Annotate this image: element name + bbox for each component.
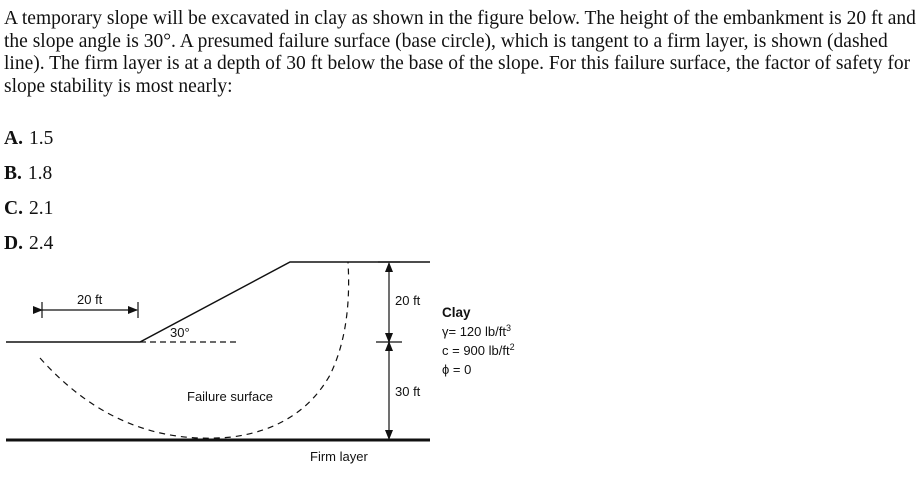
slope-stability-figure bbox=[0, 245, 923, 485]
cohesion-value: c = 900 lb/ft bbox=[442, 343, 510, 358]
failure-surface-label: Failure surface bbox=[187, 389, 273, 404]
firm-layer-label: Firm layer bbox=[310, 449, 368, 464]
clay-cohesion bbox=[442, 342, 515, 358]
gamma-value: = 120 lb/ft bbox=[448, 324, 506, 339]
clay-title: Clay bbox=[442, 305, 471, 320]
phi-symbol: ϕ bbox=[442, 362, 450, 377]
option-letter: D. bbox=[4, 233, 23, 254]
clay-friction-angle bbox=[442, 362, 471, 377]
option-a[interactable] bbox=[4, 128, 53, 150]
height-label: 20 ft bbox=[395, 293, 421, 308]
dim-horizontal-label: 20 ft bbox=[77, 292, 103, 307]
gamma-symbol: γ bbox=[442, 324, 449, 339]
phi-value: = 0 bbox=[449, 362, 472, 377]
option-b[interactable] bbox=[4, 163, 52, 185]
failure-surface-arc bbox=[40, 262, 349, 438]
ground-profile bbox=[6, 262, 430, 342]
option-letter: B. bbox=[4, 163, 22, 184]
option-value: 1.8 bbox=[27, 163, 53, 184]
option-value: 2.4 bbox=[28, 233, 54, 254]
option-letter: A. bbox=[4, 128, 23, 149]
clay-unit-weight bbox=[442, 323, 511, 339]
option-value: 1.5 bbox=[28, 128, 54, 149]
depth-label: 30 ft bbox=[395, 384, 421, 399]
cohesion-exponent: 2 bbox=[509, 342, 515, 352]
question-text: A temporary slope will be excavated in clay as shown in the figure below. The height of the embankment is 20 ft and the slope angle is 30°. A presumed failure surface (base circle), which is tangent to a firm layer, is shown (dashed line). The firm layer is at a depth of 30 ft below the base of the slope. For this failure surface, the factor of safety for slope stability is most nearly: bbox=[4, 8, 916, 97]
option-c[interactable] bbox=[4, 198, 53, 220]
gamma-exponent: 3 bbox=[505, 323, 511, 333]
slope-angle-label: 30° bbox=[170, 325, 190, 340]
option-letter: C. bbox=[4, 198, 23, 219]
option-value: 2.1 bbox=[28, 198, 54, 219]
